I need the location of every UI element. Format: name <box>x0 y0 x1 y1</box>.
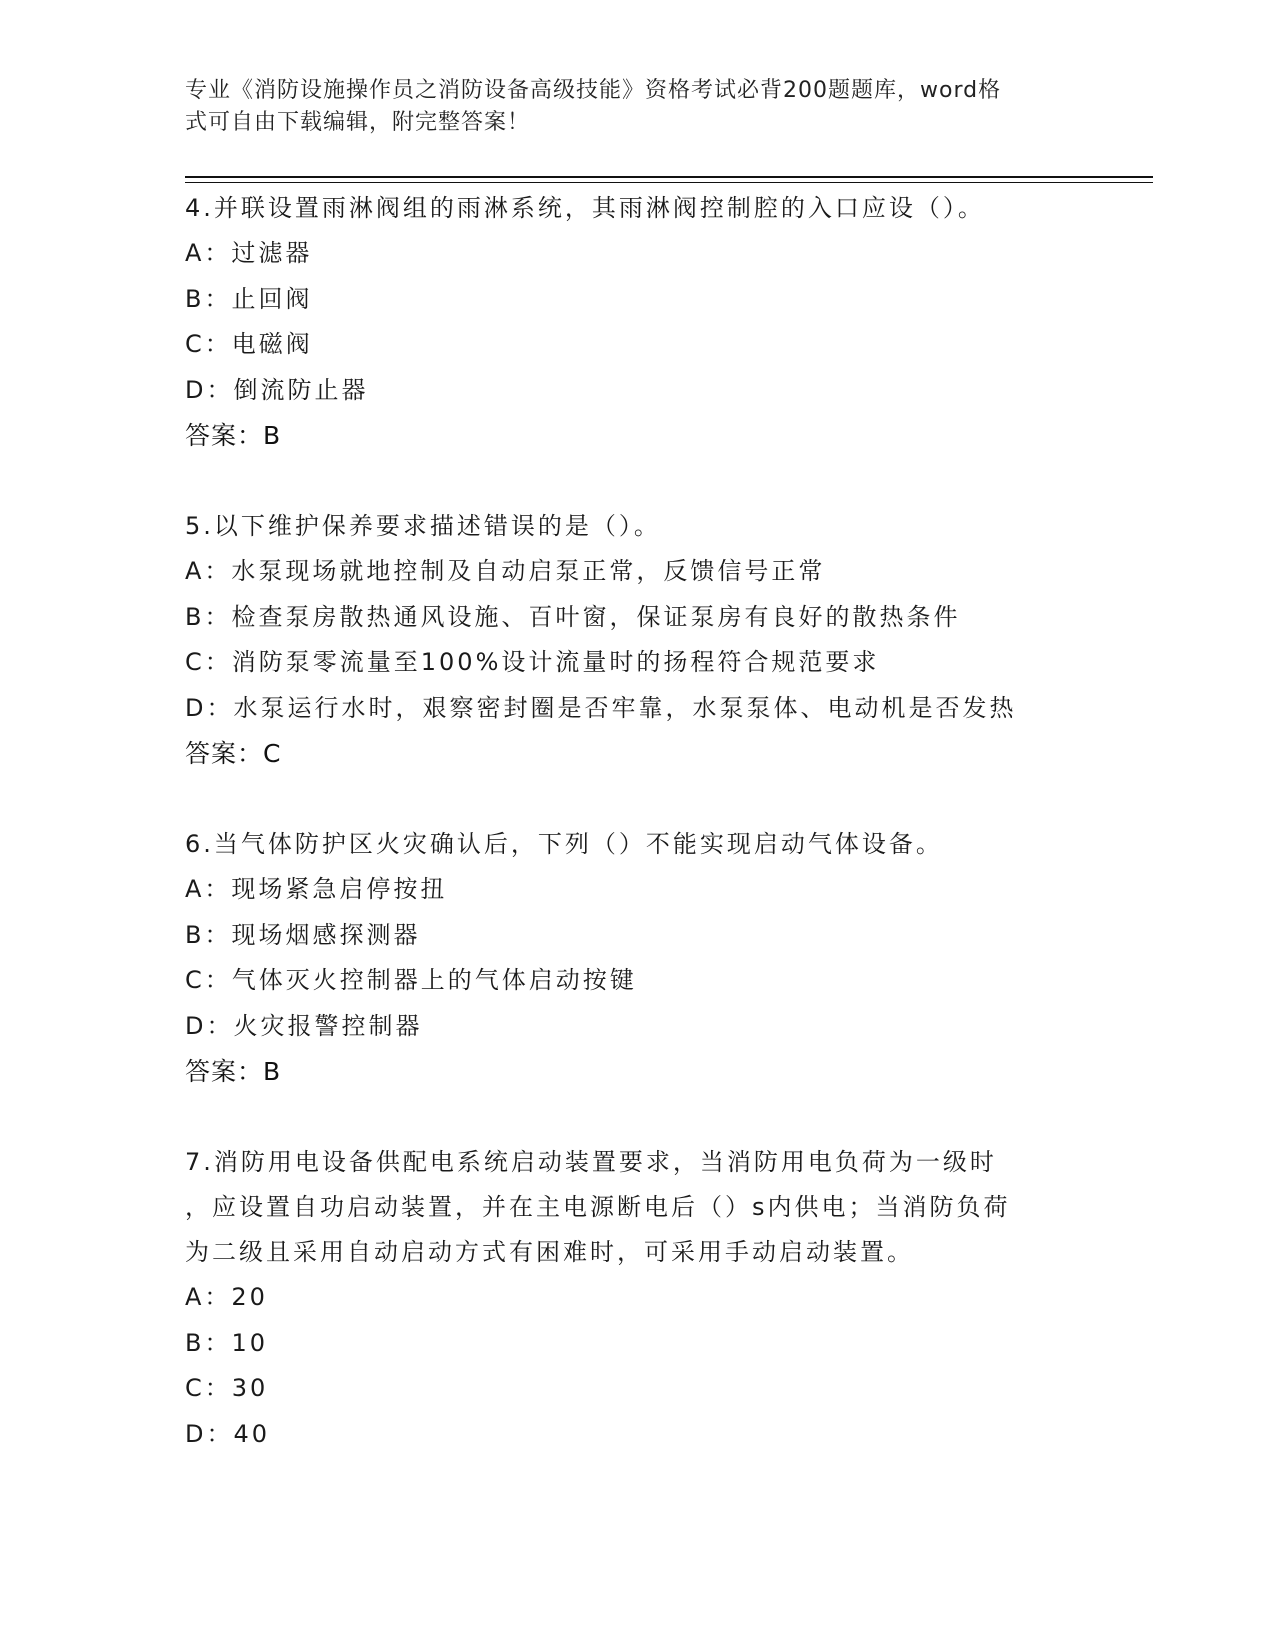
option-d: D：40 <box>185 1419 271 1448</box>
option-c: C：30 <box>185 1374 269 1402</box>
option-c: C：气体灭火控制器上的气体启动按键 <box>185 966 637 994</box>
question-spacer <box>185 777 1085 822</box>
question-7 <box>185 1140 1085 1457</box>
question-stem: 5.以下维护保养要求描述错误的是（）。 <box>185 512 661 540</box>
question-list <box>185 186 1085 1457</box>
question-stem-line-2: ，应设置自功启动装置，并在主电源断电后（）s内供电；当消防负荷 <box>185 1193 1011 1221</box>
option-a: A：20 <box>185 1283 268 1311</box>
question-stem: 4.并联设置雨淋阀组的雨淋系统，其雨淋阀控制腔的入口应设（）。 <box>185 194 985 222</box>
option-b: B：检查泵房散热通风设施、百叶窗，保证泵房有良好的散热条件 <box>185 602 961 631</box>
option-b: B：10 <box>185 1328 269 1357</box>
option-d: D：倒流防止器 <box>185 375 369 404</box>
option-c: C：消防泵零流量至100%设计流量时的扬程符合规范要求 <box>185 648 880 676</box>
header-divider-thick <box>185 176 1153 178</box>
question-stem-line-3: 为二级且采用自动启动方式有困难时，可采用手动启动装置。 <box>185 1238 914 1266</box>
question-spacer <box>185 459 1085 504</box>
question-5 <box>185 504 1085 777</box>
option-b: B：现场烟感探测器 <box>185 920 421 949</box>
document-header <box>185 75 1065 139</box>
answer-line: 答案：C <box>185 739 282 768</box>
question-spacer <box>185 1095 1085 1140</box>
header-divider-thin <box>185 182 1153 183</box>
question-stem: 6.当气体防护区火灾确认后，下列（）不能实现启动气体设备。 <box>185 830 943 858</box>
question-4 <box>185 186 1085 459</box>
question-stem-line-1: 7.消防用电设备供配电系统启动装置要求，当消防用电负荷为一级时 <box>185 1148 997 1176</box>
option-a: A：水泵现场就地控制及自动启泵正常，反馈信号正常 <box>185 557 826 585</box>
answer-line: 答案：B <box>185 421 282 450</box>
header-line-2: 式可自由下载编辑，附完整答案！ <box>185 110 531 135</box>
option-b: B：止回阀 <box>185 284 313 313</box>
answer-line: 答案：B <box>185 1057 282 1086</box>
option-d: D：火灾报警控制器 <box>185 1011 423 1040</box>
option-a: A：现场紧急启停按扭 <box>185 875 448 903</box>
option-d: D：水泵运行水时，艰察密封圈是否牢靠，水泵泵体、电动机是否发热 <box>185 693 1017 722</box>
option-c: C：电磁阀 <box>185 330 313 358</box>
header-line-1: 专业《消防设施操作员之消防设备高级技能》资格考试必背200题题库，word格 <box>185 78 1002 103</box>
option-a: A：过滤器 <box>185 239 313 267</box>
question-6 <box>185 822 1085 1095</box>
